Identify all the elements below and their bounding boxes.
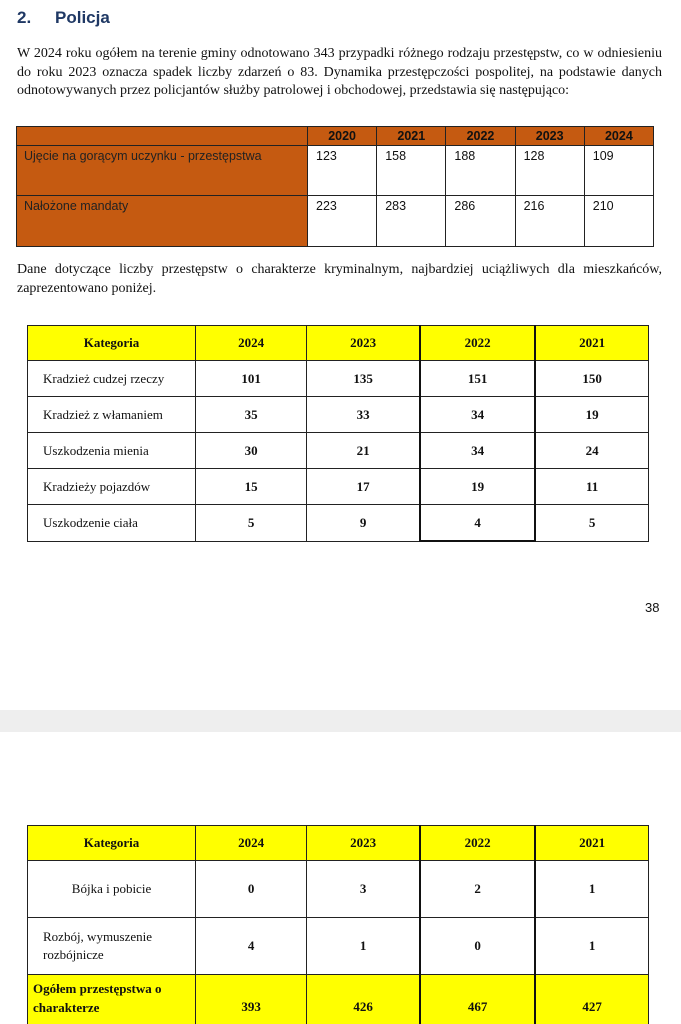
cell-value: 34 [420, 433, 535, 469]
dynamics-year-header: 2022 [446, 127, 515, 146]
table-row [28, 918, 649, 975]
cell-value: 4 [420, 505, 535, 542]
cell-value: 135 [307, 361, 420, 397]
total-value: 467 [420, 975, 535, 1024]
year-header: 2021 [535, 326, 648, 361]
year-header: 2022 [420, 826, 535, 861]
cell-value: 158 [377, 146, 446, 196]
cell-value: 30 [196, 433, 307, 469]
cell-value: 33 [307, 397, 420, 433]
dynamics-year-header: 2021 [377, 127, 446, 146]
section-heading [17, 8, 110, 28]
category-name: Kradzieży pojazdów [28, 469, 196, 505]
total-value: 427 [535, 975, 648, 1024]
cell-value: 1 [535, 918, 648, 975]
category-name: Rozbój, wymuszenie rozbójnicze [28, 918, 196, 975]
table-row [17, 196, 654, 247]
cell-value: 2 [420, 861, 535, 918]
category-name: Kradzież z włamaniem [28, 397, 196, 433]
category-header: Kategoria [28, 826, 196, 861]
crime-intro-paragraph: Dane dotyczące liczby przestępstw o charakterze kryminalnym, najbardziej uciążliwych dla mieszkańców, zaprezentowano poniżej. [17, 262, 662, 296]
row-label: Ujęcie na gorącym uczynku - przestępstwa [17, 146, 308, 196]
category-name: Uszkodzenia mienia [28, 433, 196, 469]
cell-value: 3 [307, 861, 420, 918]
crime-categories-table [27, 325, 649, 542]
year-header: 2022 [420, 326, 535, 361]
cell-value: 128 [515, 146, 584, 196]
category-name: Bójka i pobicie [28, 861, 196, 918]
cell-value: 11 [535, 469, 648, 505]
cell-value: 286 [446, 196, 515, 247]
table-row [28, 861, 649, 918]
cell-value: 24 [535, 433, 648, 469]
dynamics-year-header: 2020 [308, 127, 377, 146]
category-name: Uszkodzenie ciała [28, 505, 196, 542]
cell-value: 34 [420, 397, 535, 433]
cell-value: 1 [535, 861, 648, 918]
table-header-row [28, 326, 649, 361]
year-header: 2024 [196, 326, 307, 361]
table-row [28, 469, 649, 505]
cell-value: 0 [420, 918, 535, 975]
cell-value: 223 [308, 196, 377, 247]
row-label: Nałożone mandaty [17, 196, 308, 247]
table-row [28, 397, 649, 433]
category-header: Kategoria [28, 326, 196, 361]
page-39 [0, 732, 681, 1024]
cell-value: 1 [307, 918, 420, 975]
cell-value: 210 [584, 196, 653, 247]
crime-categories-table-continued [27, 825, 649, 1024]
dynamics-year-header: 2023 [515, 127, 584, 146]
cell-value: 150 [535, 361, 648, 397]
total-row [28, 975, 649, 1024]
table-row [28, 433, 649, 469]
cell-value: 5 [535, 505, 648, 542]
year-header: 2023 [307, 826, 420, 861]
table-row [17, 146, 654, 196]
year-header: 2024 [196, 826, 307, 861]
table-row [28, 361, 649, 397]
category-name: Kradzież cudzej rzeczy [28, 361, 196, 397]
cell-value: 0 [196, 861, 307, 918]
table-row [28, 505, 649, 542]
cell-value: 123 [308, 146, 377, 196]
cell-value: 109 [584, 146, 653, 196]
dynamics-table [16, 126, 654, 247]
total-value: 393 [196, 975, 307, 1024]
section-number: 2. [17, 8, 32, 27]
cell-value: 151 [420, 361, 535, 397]
dynamics-year-header: 2024 [584, 127, 653, 146]
dynamics-header-row [17, 127, 654, 146]
cell-value: 21 [307, 433, 420, 469]
total-value: 426 [307, 975, 420, 1024]
section-title: Policja [55, 8, 110, 27]
cell-value: 17 [307, 469, 420, 505]
total-label: Ogółem przestępstwa o charakterze [28, 975, 196, 1024]
cell-value: 4 [196, 918, 307, 975]
cell-value: 216 [515, 196, 584, 247]
page-separator [0, 710, 681, 732]
page-number: 38 [645, 600, 660, 615]
cell-value: 5 [196, 505, 307, 542]
table-header-row [28, 826, 649, 861]
cell-value: 283 [377, 196, 446, 247]
cell-value: 188 [446, 146, 515, 196]
intro-paragraph: W 2024 roku ogółem na terenie gminy odnotowano 343 przypadki różnego rodzaju przestępstw, co w odniesieniu do roku 2023 oznacza spadek liczby zdarzeń o 83. Dynamika przestępczości pospolitej, na podstawie danych odnotowywanych przez policjantów służby patrolowej i obchodowej, przedstawia się następująco: [17, 46, 662, 98]
cell-value: 35 [196, 397, 307, 433]
cell-value: 15 [196, 469, 307, 505]
cell-value: 9 [307, 505, 420, 542]
cell-value: 19 [535, 397, 648, 433]
dynamics-header-empty [17, 127, 308, 146]
year-header: 2021 [535, 826, 648, 861]
cell-value: 101 [196, 361, 307, 397]
cell-value: 19 [420, 469, 535, 505]
year-header: 2023 [307, 326, 420, 361]
